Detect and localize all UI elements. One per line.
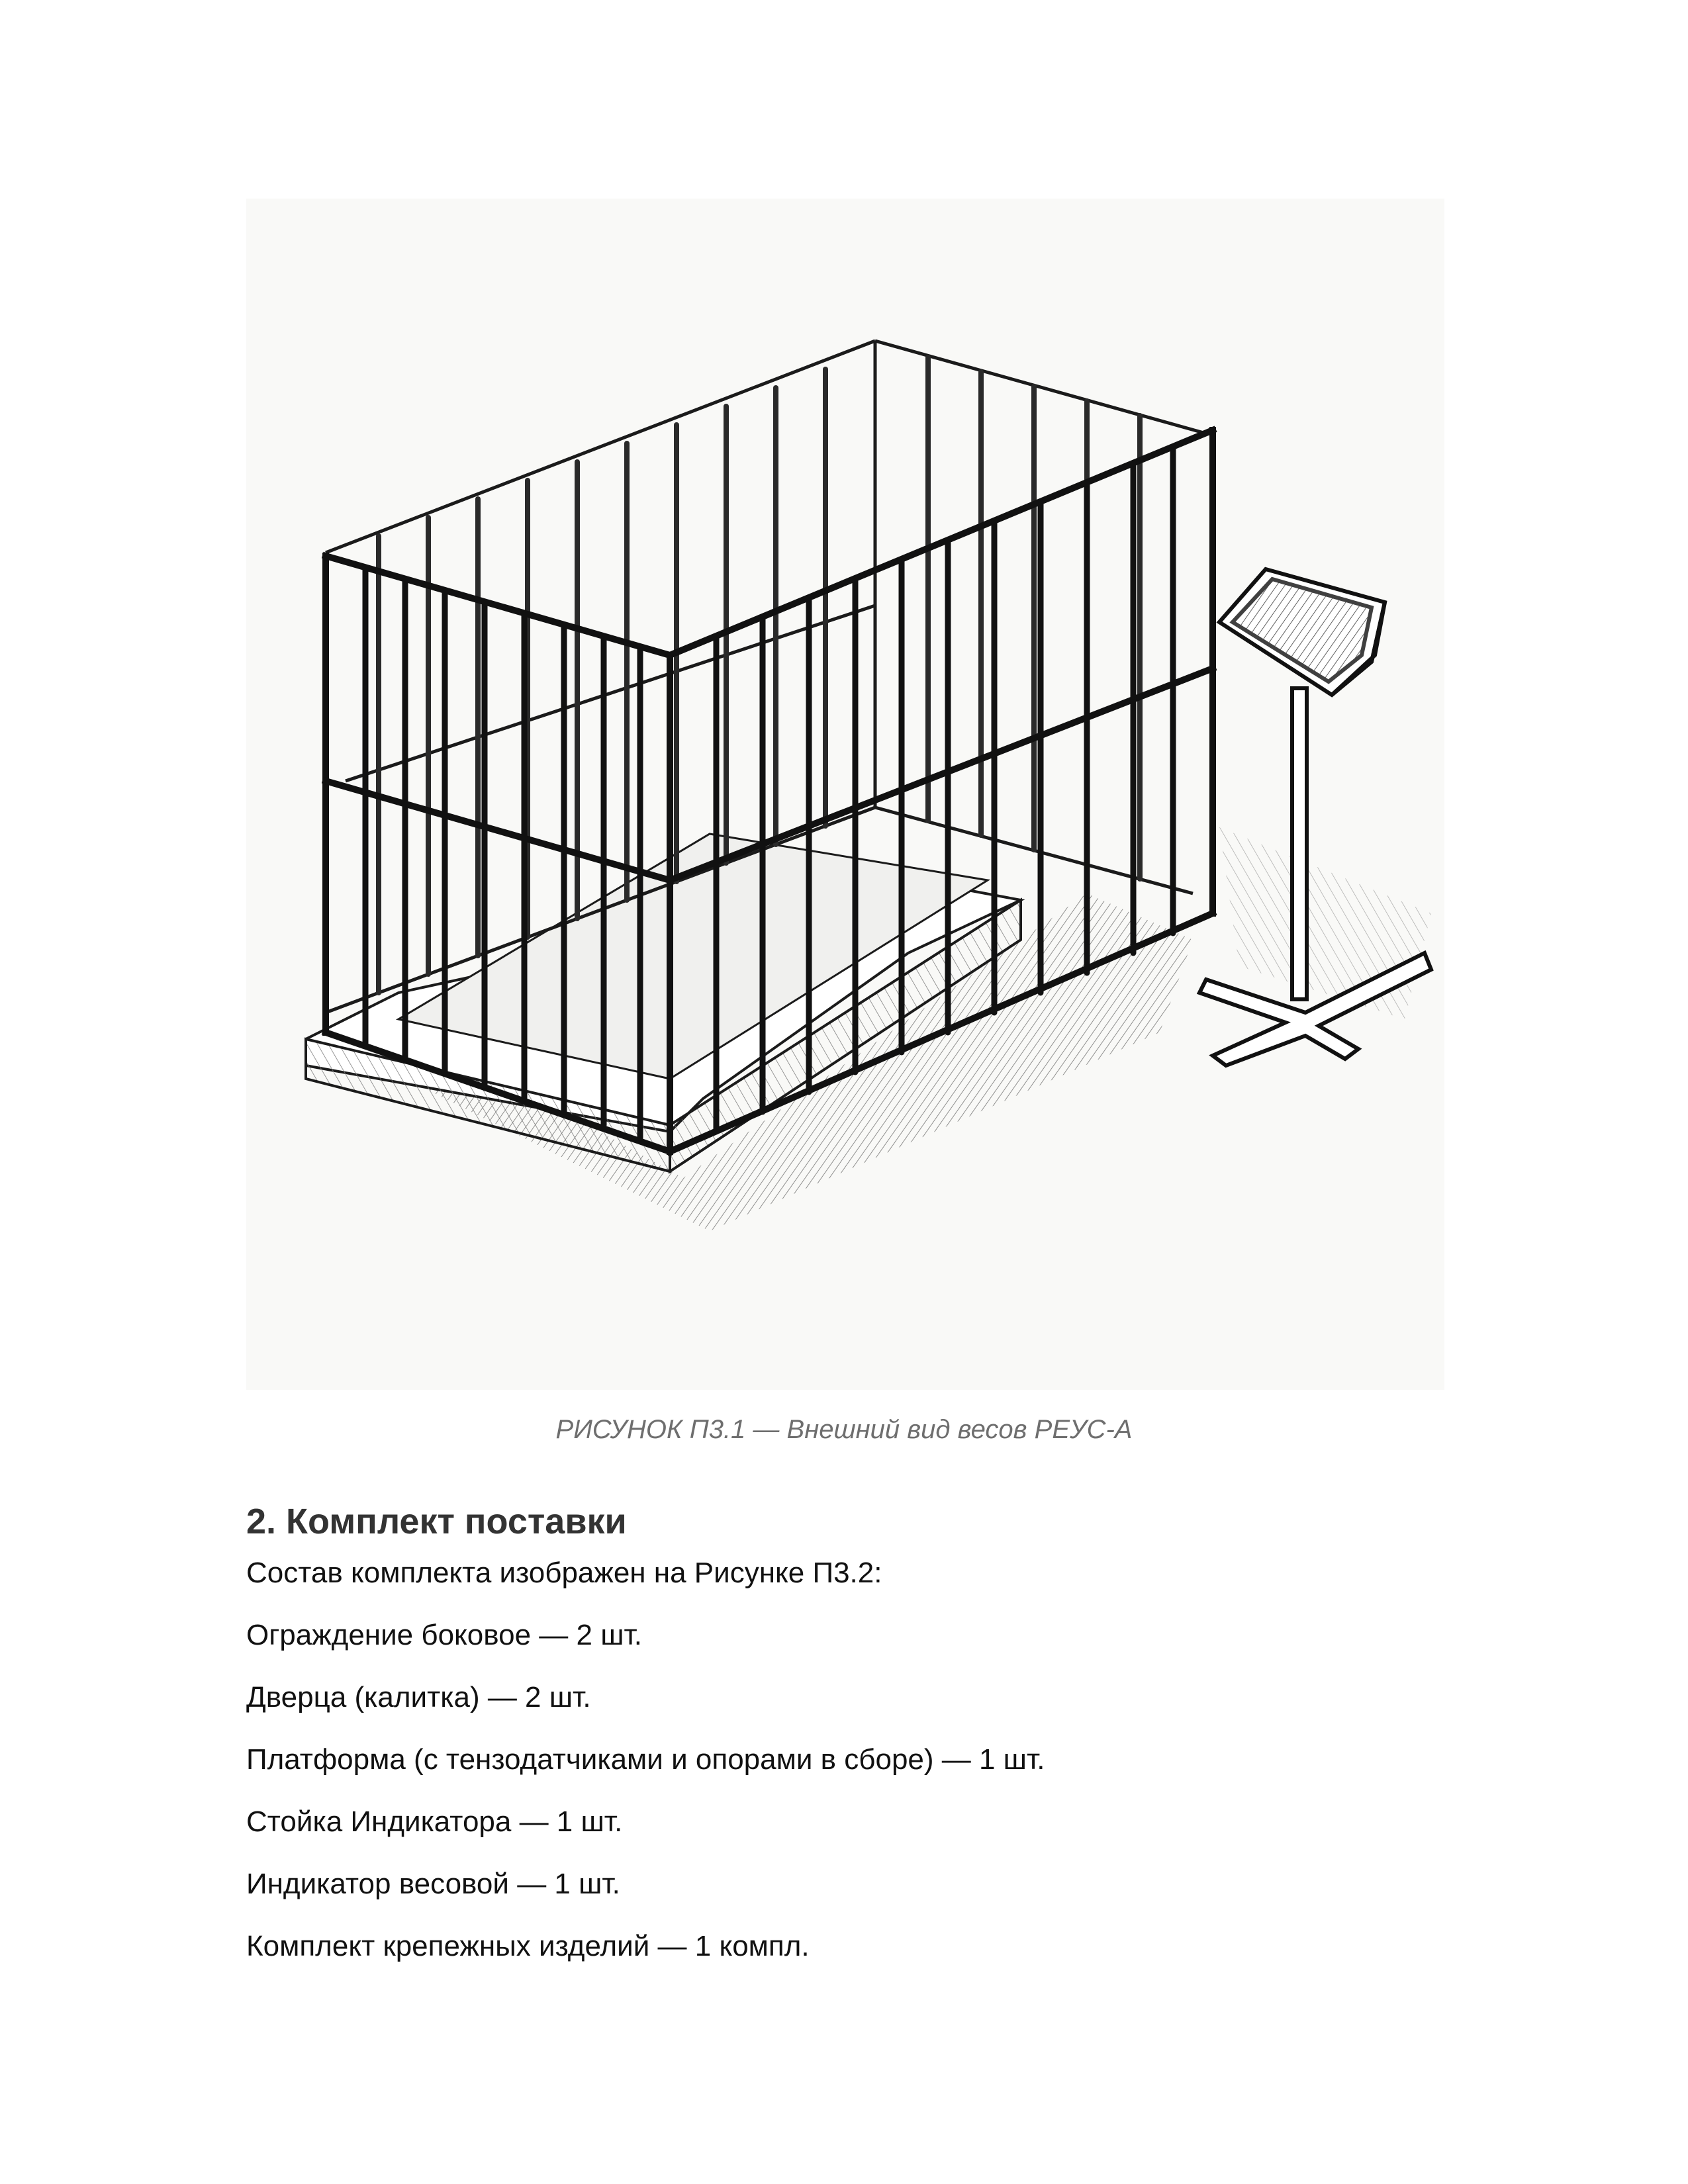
section-intro: Состав комплекта изображен на Рисунке П3.2: — [246, 1557, 882, 1589]
list-item: Стойка Индикатора — 1 шт. — [246, 1805, 623, 1838]
cage-scale-illustration — [246, 199, 1444, 1390]
section-title: 2. Комплект поставки — [246, 1502, 627, 1541]
delivery-set-list — [246, 1619, 1045, 1992]
figure-caption: РИСУНОК П3.1 — Внешний вид весов РЕУС-А — [555, 1415, 1133, 1444]
list-item: Комплект крепежных изделий — 1 компл. — [246, 1930, 810, 1962]
list-item: Платформа (с тензодатчиками и опорами в сборе) — 1 шт. — [246, 1743, 1045, 1776]
list-item: Ограждение боковое — 2 шт. — [246, 1619, 643, 1651]
list-item: Индикатор весовой — 1 шт. — [246, 1868, 620, 1900]
figure-cage-scale — [246, 199, 1444, 1390]
list-item: Дверца (калитка) — 2 шт. — [246, 1681, 591, 1713]
